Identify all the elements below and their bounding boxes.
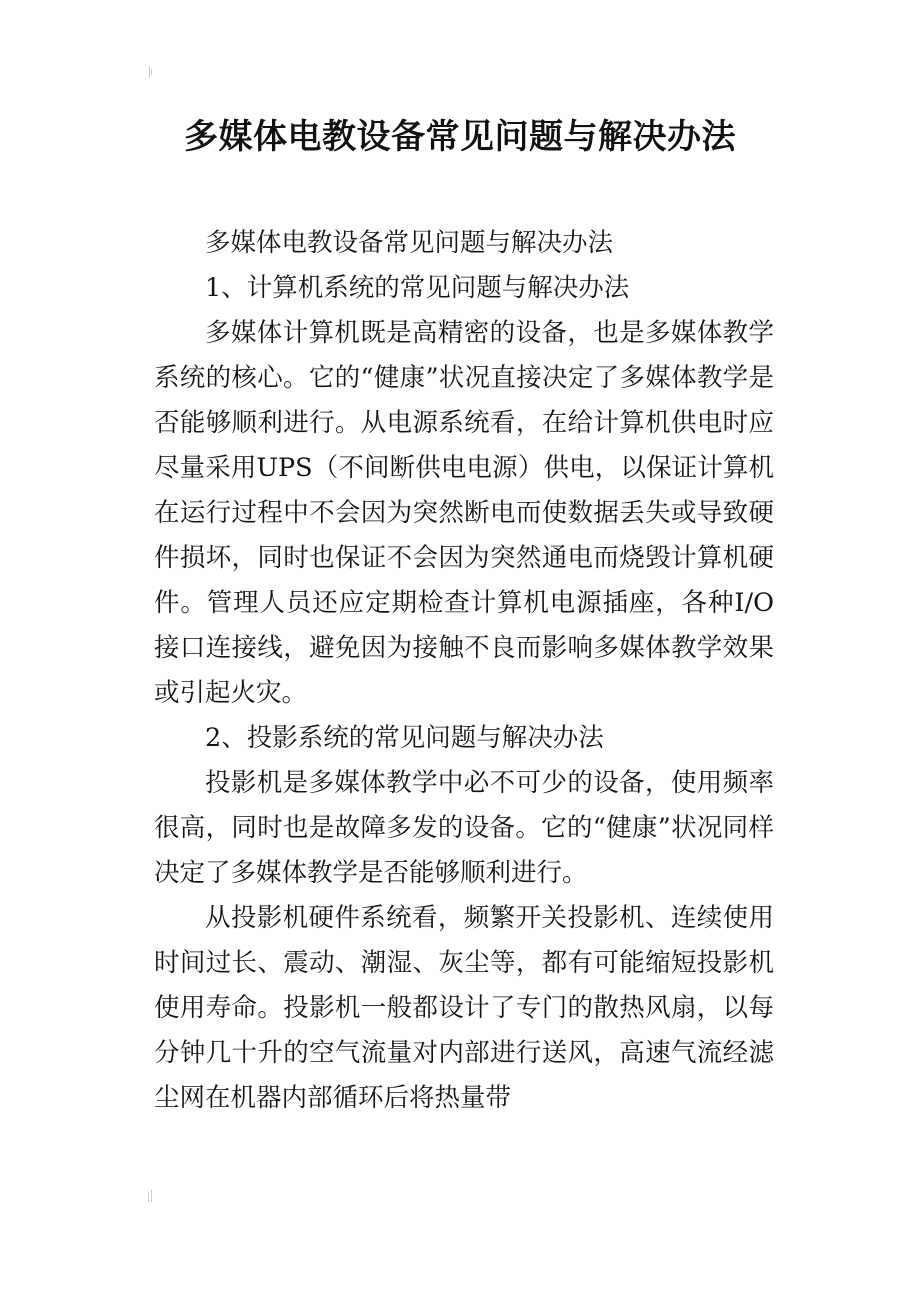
crop-mark-top bbox=[145, 66, 155, 80]
paragraph-subtitle: 多媒体电教设备常见问题与解决办法 bbox=[205, 228, 614, 258]
paragraph-projector-intro: 投影机是多媒体教学中必不可少的设备，使用频率很高，同时也是故障多发的设备。它的“健康”状况同样决定了多媒体教学是否能够顺利进行。 bbox=[154, 768, 774, 888]
document-title: 多媒体电教设备常见问题与解决办法 bbox=[184, 117, 736, 157]
crop-mark-bottom bbox=[145, 1190, 155, 1204]
document-body bbox=[154, 221, 774, 1121]
section-heading-projector: 2、投影系统的常见问题与解决办法 bbox=[205, 723, 604, 753]
paragraph-computer: 多媒体计算机既是高精密的设备，也是多媒体教学系统的核心。它的“健康”状况直接决定了多媒体教学是否能够顺利进行。从电源系统看，在给计算机供电时应尽量采用UPS（不间断供电电源）供电，以保证计算机在运行过程中不会因为突然断电而使数据丢失或导致硬件损坏，同时也保证不会因为突然通电而烧毁计算机硬件。管理人员还应定期检查计算机电源插座，各种I/O 接口连接线，避免因为接触不良而影响多媒体教学效果或引起火灾。 bbox=[154, 318, 774, 708]
section-heading-computer: 1、计算机系统的常见问题与解决办法 bbox=[205, 273, 630, 303]
paragraph-projector-hardware: 从投影机硬件系统看，频繁开关投影机、连续使用时间过长、震动、潮湿、灰尘等，都有可能缩短投影机使用寿命。投影机一般都设计了专门的散热风扇，以每分钟几十升的空气流量对内部进行送风，高速气流经滤尘网在机器内部循环后将热量带 bbox=[154, 903, 774, 1113]
